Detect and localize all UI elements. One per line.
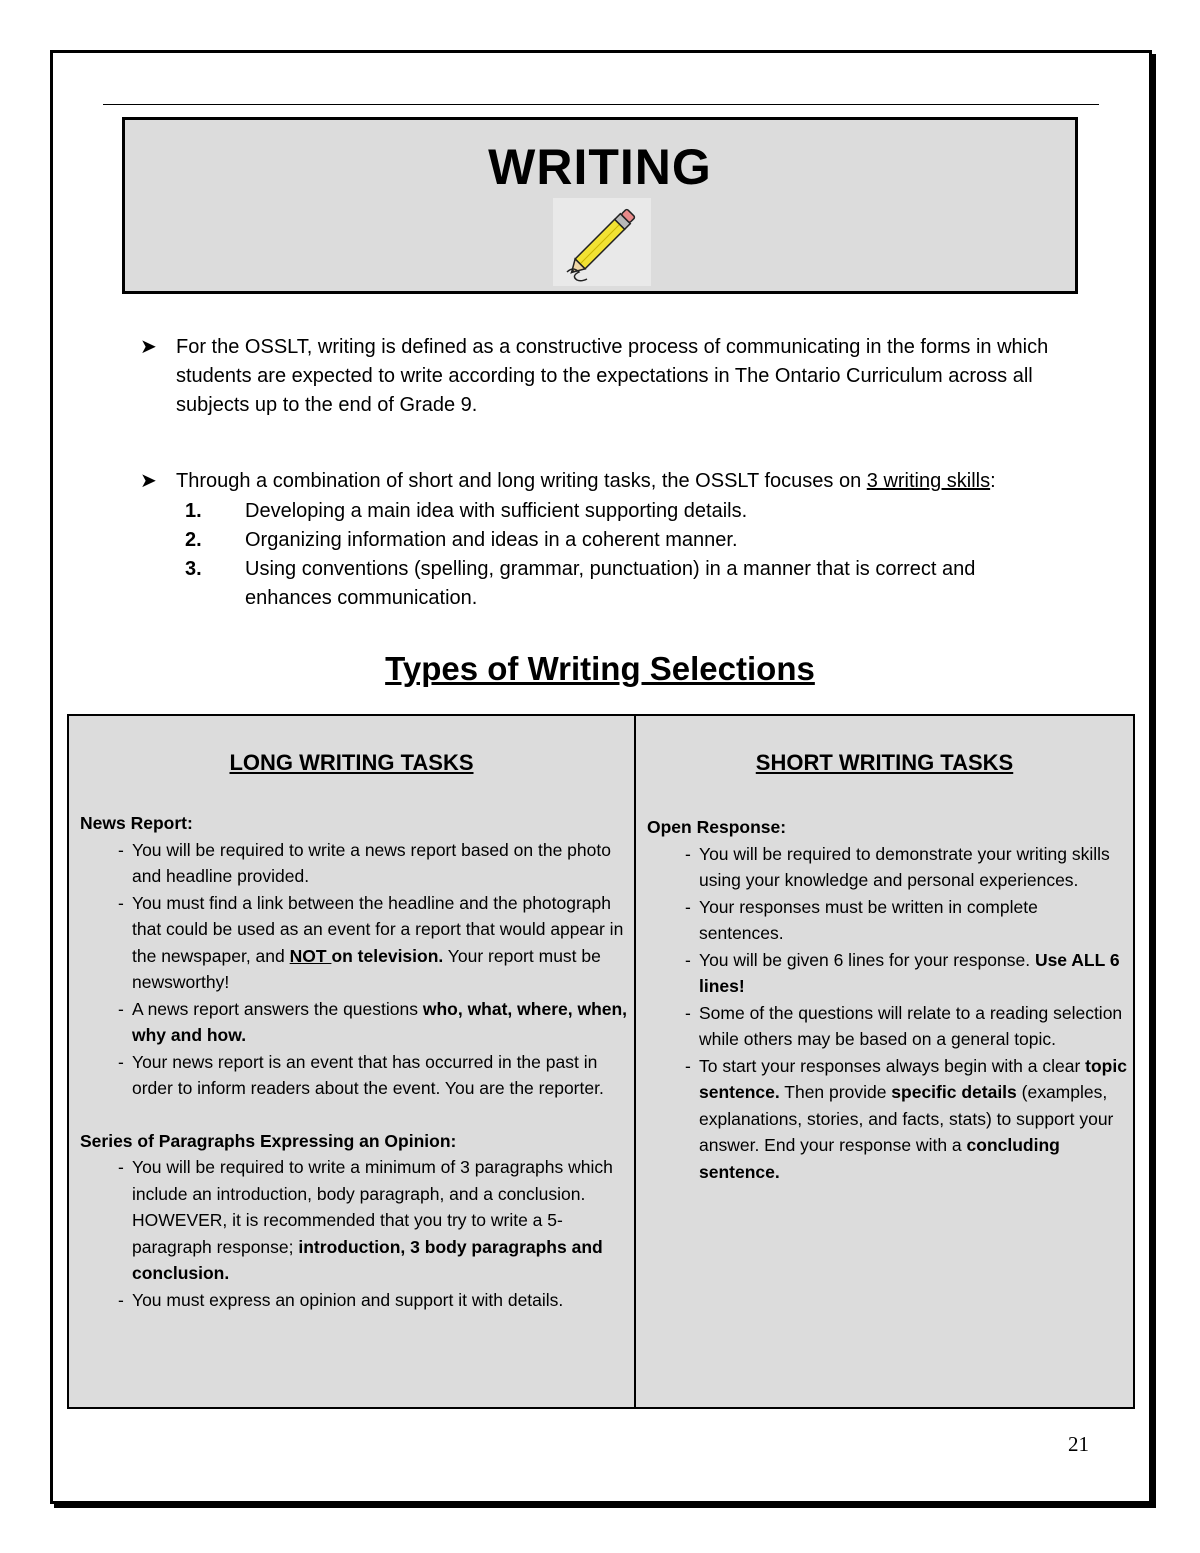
header-rule — [103, 104, 1099, 105]
title-banner — [122, 117, 1078, 294]
list-item: 2. Organizing information and ideas in a coherent manner. — [185, 529, 738, 551]
short-tasks-body — [647, 814, 1127, 1185]
page-number: 21 — [1068, 1432, 1089, 1456]
long-tasks-body — [80, 810, 628, 1313]
list-item: - You will be given 6 lines for your response. Use ALL 6 lines! — [685, 949, 1120, 996]
writing-tasks-table — [67, 714, 1135, 1409]
arrow-bullet-icon: ➤ — [140, 470, 157, 492]
skills-list — [185, 497, 1065, 613]
short-tasks-column — [636, 716, 1133, 1407]
arrow-bullet-icon: ➤ — [140, 336, 157, 358]
list-item: - You will be required to demonstrate your writing skills using your knowledge and personal experiences. — [685, 843, 1110, 890]
short-tasks-heading: SHORT WRITING TASKS — [755, 750, 1014, 775]
long-tasks-column — [69, 716, 636, 1407]
page-title: WRITING — [488, 139, 712, 195]
list-item: - You must express an opinion and support it with details. — [118, 1289, 564, 1310]
list-item: - Some of the questions will relate to a reading selection while others may be based on a general topic. — [685, 1002, 1123, 1049]
list-item: 3. Using conventions (spelling, grammar, punctuation) in a manner that is correct and enhances communication. — [185, 558, 976, 609]
list-item: - Your responses must be written in complete sentences. — [685, 896, 1038, 943]
list-item: - To start your responses always begin with a clear topic sentence. Then provide specific details (examples, explanations, stories, and facts, stats) to support your answer. End your response with a concluding sentence. — [685, 1055, 1127, 1182]
list-item: - You must find a link between the headline and the photograph that could be used as an event for a report that would appear in the newspaper, and NOT on television. Your report must be newsworthy! — [118, 892, 624, 992]
opinion-heading: Series of Paragraphs Expressing an Opinion: — [80, 1130, 457, 1151]
list-item: - A news report answers the questions who, what, where, when, why and how. — [118, 998, 628, 1045]
list-item: 1. Developing a main idea with sufficient supporting details. — [185, 500, 748, 522]
list-item: - You will be required to write a minimum of 3 paragraphs which include an introduction, body paragraph, and a conclusion. HOWEVER, it is recommended that you try to write a 5-paragraph response; introduction, 3 body paragraphs and conclusion. — [118, 1157, 613, 1283]
news-report-heading: News Report: — [80, 813, 193, 833]
intro-bullet-skills: ➤ Through a combination of short and long writing tasks, the OSSLT focuses on 3 writing skills: — [140, 467, 1076, 496]
section-title: Types of Writing Selections — [385, 650, 815, 687]
list-item: - You will be required to write a news report based on the photo and headline provided. — [118, 839, 611, 886]
list-item: - Your news report is an event that has occurred in the past in order to inform readers about the event. You are the reporter. — [118, 1051, 604, 1098]
long-tasks-heading: LONG WRITING TASKS — [229, 750, 474, 775]
intro-bullet-definition: ➤ For the OSSLT, writing is defined as a constructive process of communicating in the forms in which students are expected to write according to the expectations in The Ontario Curriculum across all subjects up to the end of Grade 9. — [140, 333, 1076, 420]
open-response-heading: Open Response: — [647, 817, 787, 837]
pencil-icon — [553, 198, 651, 286]
skills-emphasis: 3 writing skills — [866, 470, 991, 492]
